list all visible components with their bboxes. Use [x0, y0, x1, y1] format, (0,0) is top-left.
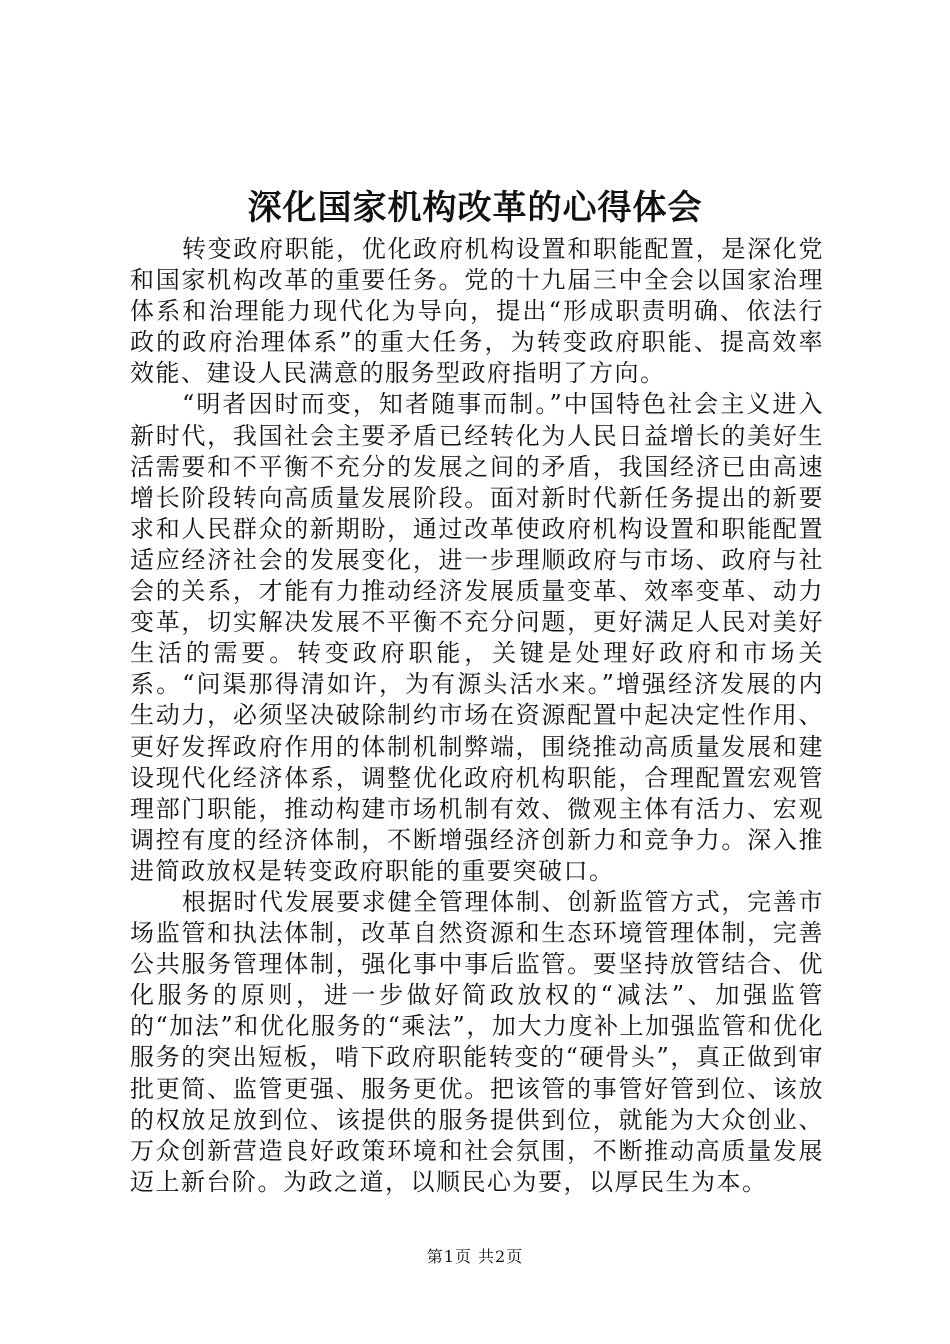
document-body: [130, 234, 824, 1198]
paragraph-2: “明者因时而变，知者随事而制。”中国特色社会主义进入新时代，我国社会主要矛盾已经转化为人民日益增长的美好生活需要和不平衡不充分的发展之间的矛盾，我国经济已由高速增长阶段转向高质量发展阶段。面对新时代新任务提出的新要求和人民群众的新期盼，通过改革使政府机构设置和职能配置适应经济社会的发展变化，进一步理顺政府与市场、政府与社会的关系，才能有力推动经济发展质量变革、效率变革、动力变革，切实解决发展不平衡不充分问题，更好满足人民对美好生活的需要。转变政府职能，关键是处理好政府和市场关系。“问渠那得清如许，为有源头活水来。”增强经济发展的内生动力，必须坚决破除制约市场在资源配置中起决定性作用、更好发挥政府作用的体制机制弊端，围绕推动高质量发展和建设现代化经济体系，调整优化政府机构职能，合理配置宏观管理部门职能，推动构建市场机制有效、微观主体有活力、宏观调控有度的经济体制，不断增强经济创新力和竞争力。深入推进简政放权是转变政府职能的重要突破口。: [130, 390, 824, 885]
document-title: 深化国家机构改革的心得体会: [247, 188, 703, 228]
paragraph-1: 转变政府职能，优化政府机构设置和职能配置，是深化党和国家机构改革的重要任务。党的十九届三中全会以国家治理体系和治理能力现代化为导向，提出“形成职责明确、依法行政的政府治理体系”的重大任务，为转变政府职能、提高效率效能、建设人民满意的服务型政府指明了方向。: [130, 235, 824, 388]
paragraph-3: 根据时代发展要求健全管理体制、创新监管方式，完善市场监管和执法体制，改革自然资源和生态环境管理体制，完善公共服务管理体制，强化事中事后监管。要坚持放管结合、优化服务的原则，进一步做好简政放权的“减法”、加强监管的“加法”和优化服务的“乘法”，加大力度补上加强监管和优化服务的突出短板，啃下政府职能转变的“硬骨头”，真正做到审批更简、监管更强、服务更优。把该管的事管好管到位、该放的权放足放到位、该提供的服务提供到位，就能为大众创业、万众创新营造良好政策环境和社会氛围，不断推动高质量发展迈上新台阶。为政之道，以顺民心为要，以厚民生为本。: [130, 887, 824, 1196]
page-footer: 第1页 共2页: [426, 1247, 524, 1266]
